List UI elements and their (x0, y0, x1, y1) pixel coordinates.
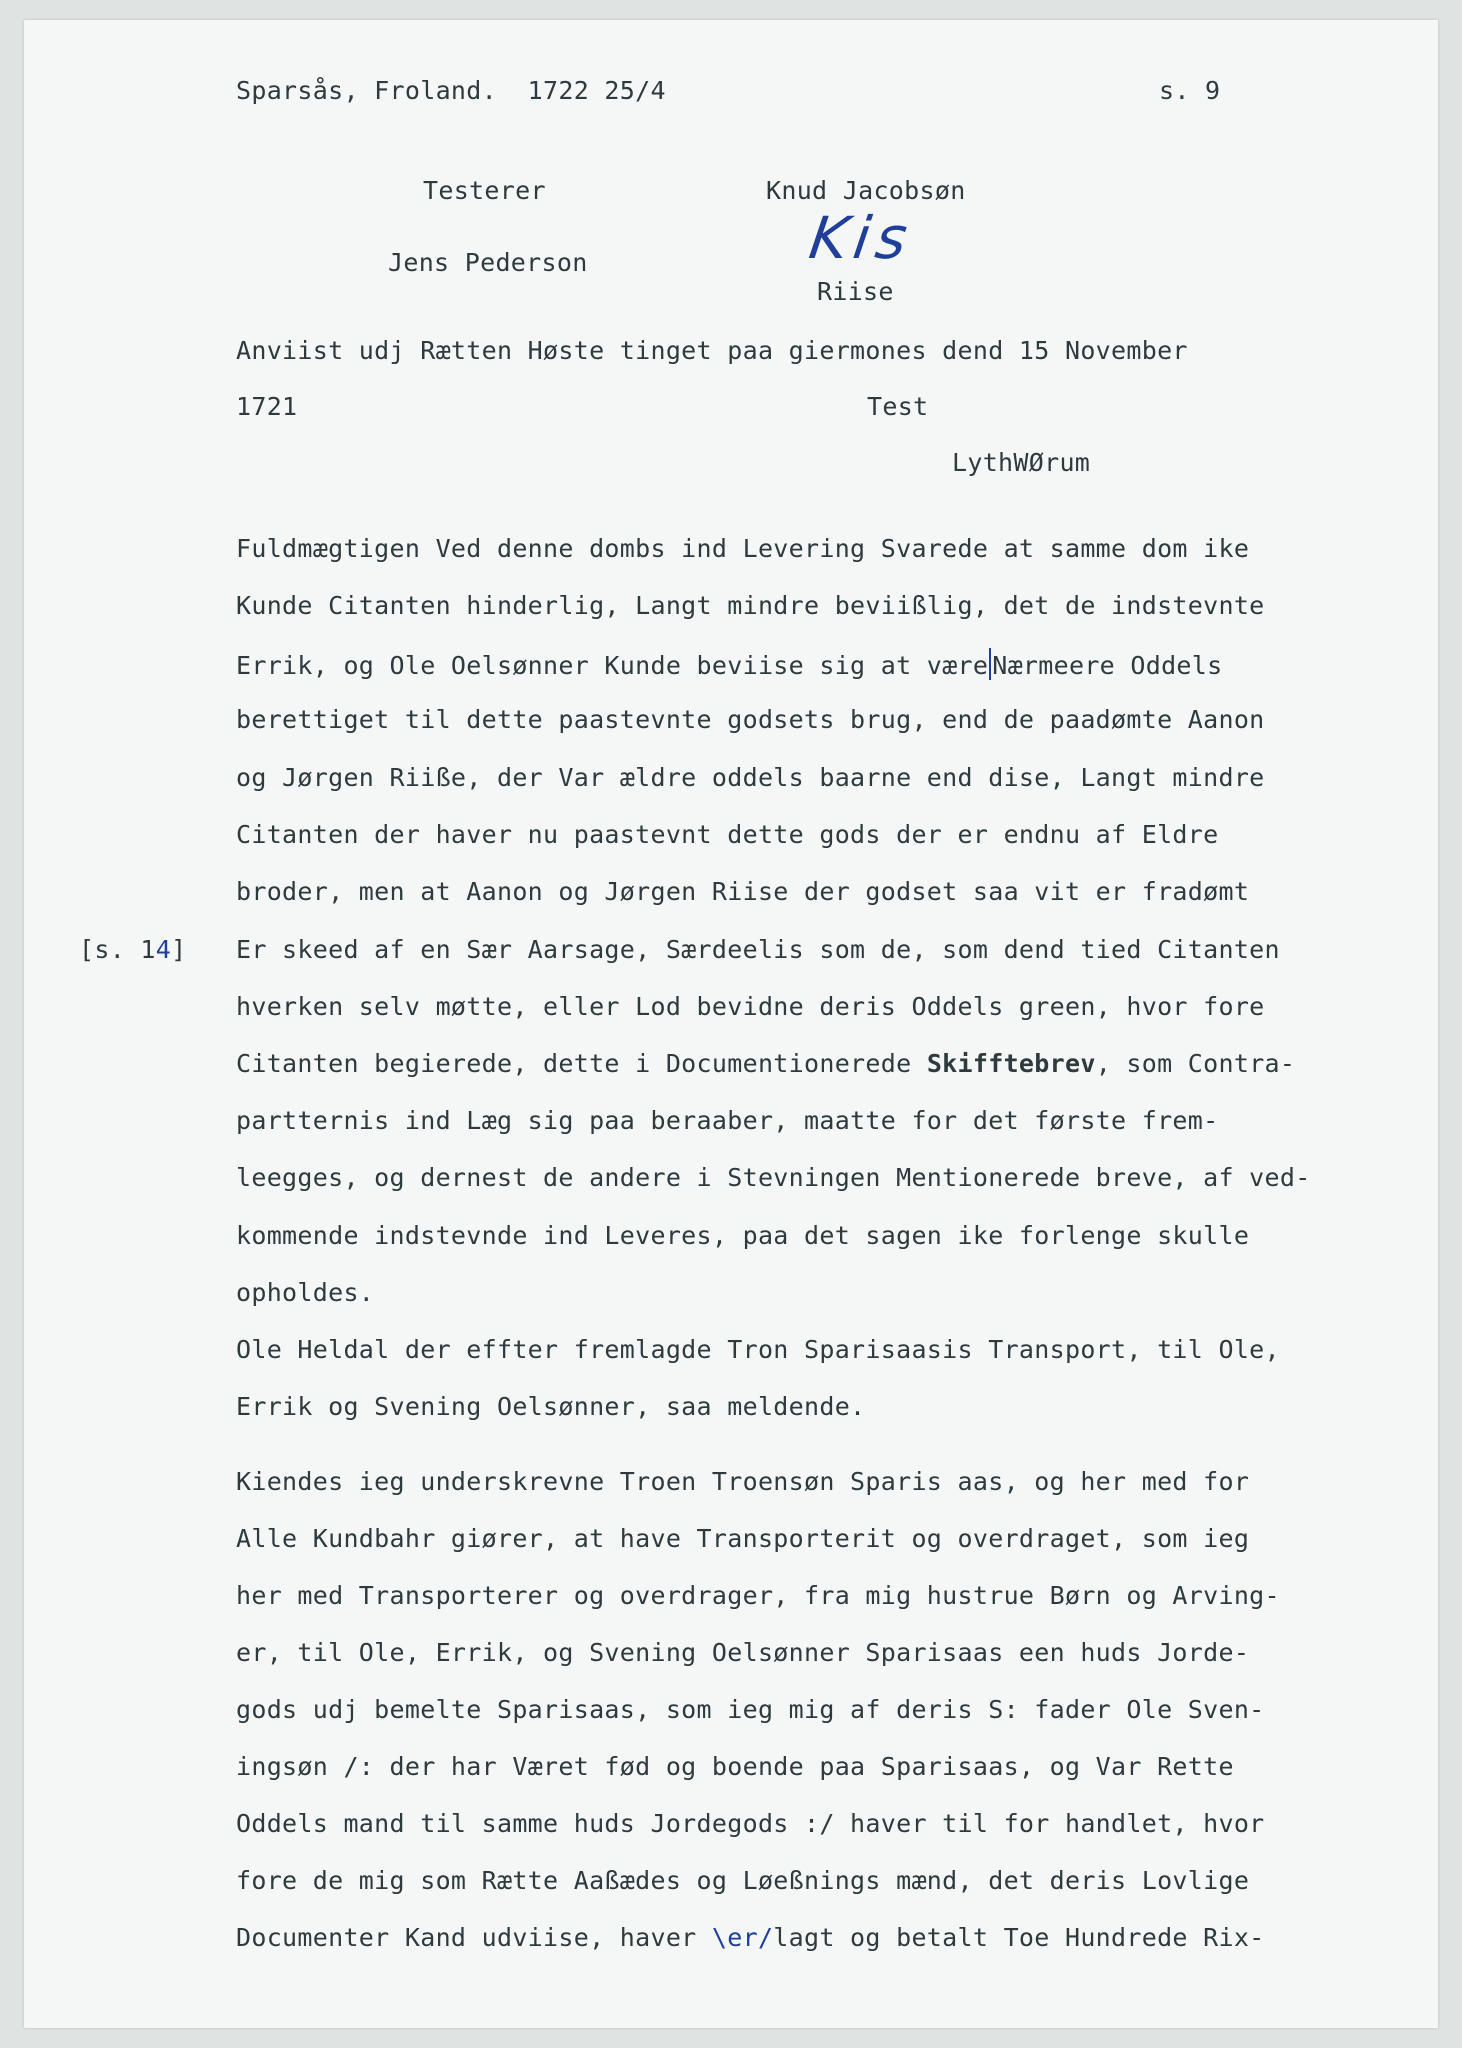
margin-note-open: [s. 1 (79, 935, 156, 964)
para3-line-1: Kiendes ieg underskrevne Troen Troensøn Sparis aas, og her med for (236, 1467, 1250, 1496)
para1-line-10 (236, 1049, 1295, 1079)
anviist-lyth: LythWØrum (952, 448, 1091, 477)
testerer-name: Jens Pederson (388, 248, 588, 277)
insertion-mark (989, 648, 991, 680)
para1-line-9: hverken selv møtte, eller Lod bevidne deris Oddels green, hvor fore (236, 992, 1265, 1021)
para1-line-4: berettiget til dette paastevnte godsets brug, end de paadømte Aanon (236, 705, 1265, 734)
para3-line-6: ingsøn /: der har Været fød og boende paa Sparisaas, og Var Rette (236, 1752, 1234, 1781)
para1-line-5: og Jørgen Riiße, der Var ældre oddels baarne end dise, Langt mindre (236, 763, 1265, 792)
para1-line-3b: Nærmeere Oddels (992, 651, 1223, 680)
para3-line-5: gods udj bemelte Sparisaas, som ieg mig af deris S: fader Ole Sven- (236, 1695, 1265, 1724)
para3-line-3: her med Transporterer og overdrager, fra mig hustrue Børn og Arving- (236, 1581, 1280, 1610)
para3-line-7: Oddels mand til samme huds Jordegods :/ haver til for handlet, hvor (236, 1809, 1265, 1838)
para1-line-13: kommende indstevnde ind Leveres, paa det sagen ike forlenge skulle (236, 1221, 1250, 1250)
margin-note-close: ] (171, 935, 187, 964)
para1-line-10c: , som Contra- (1095, 1049, 1296, 1078)
para1-line-10a: Citanten begierede, dette i Documentionerede (236, 1049, 927, 1078)
para2-line-2: Errik og Svening Oelsønner, saa meldende. (236, 1392, 866, 1421)
handwritten-initials: Kis (805, 204, 918, 272)
riise-name: Riise (817, 277, 894, 306)
para3-line-4: er, til Ole, Errik, og Svening Oelsønner Sparisaas een huds Jorde- (236, 1638, 1250, 1667)
para3-line-2: Alle Kundbahr giører, at have Transporterit og overdraget, som ieg (236, 1524, 1250, 1553)
para3-line-9c: lagt og betalt Toe Hundrede Rix- (773, 1923, 1265, 1952)
anviist-test: Test (867, 392, 929, 421)
margin-page-note (79, 935, 186, 965)
para1-line-12: leegges, og dernest de andere i Stevningen Mentionerede breve, af ved- (236, 1163, 1311, 1192)
header-page-number: s. 9 (1159, 76, 1221, 105)
anviist-line: Anviist udj Rætten Høste tinget paa giermones dend 15 November (236, 336, 1188, 365)
para3-line-9b: \er/ (711, 1923, 774, 1952)
knud-name: Knud Jacobsøn (766, 176, 966, 205)
para1-line-2: Kunde Citanten hinderlig, Langt mindre beviißlig, det de indstevnte (236, 591, 1265, 620)
para1-line-10b: Skifftebrev (926, 1049, 1096, 1078)
para1-line-11: partternis ind Læg sig paa beraaber, maatte for det første frem- (236, 1106, 1219, 1135)
para2-line-1: Ole Heldal der effter fremlagde Tron Sparisaasis Transport, til Ole, (236, 1335, 1280, 1364)
para1-line-7: broder, men at Aanon og Jørgen Riise der godset saa vit er fradømt (236, 877, 1250, 906)
document-page (24, 20, 1438, 2028)
testerer-label: Testerer (423, 176, 546, 205)
anviist-year: 1721 (236, 392, 298, 421)
para1-line-1: Fuldmægtigen Ved denne dombs ind Levering Svarede at samme dom ike (236, 534, 1250, 563)
para1-line-6: Citanten der haver nu paastevnt dette gods der er endnu af Eldre (236, 820, 1219, 849)
para3-line-9a: Documenter Kand udviise, haver (236, 1923, 712, 1952)
para1-line-8: Er skeed af en Sær Aarsage, Særdeelis som de, som dend tied Citanten (236, 935, 1280, 964)
para1-line-3 (236, 648, 1223, 681)
margin-note-digit: 4 (155, 935, 172, 964)
para1-line-14: opholdes. (236, 1278, 375, 1307)
para3-line-8: fore de mig som Rætte Aaßædes og Løeßnings mænd, det deris Lovlige (236, 1866, 1250, 1895)
para3-line-9 (236, 1923, 1265, 1953)
header-place-date: Sparsås, Froland. 1722 25/4 (236, 76, 666, 105)
para1-line-3a: Errik, og Ole Oelsønner Kunde beviise sig at være (236, 651, 989, 680)
